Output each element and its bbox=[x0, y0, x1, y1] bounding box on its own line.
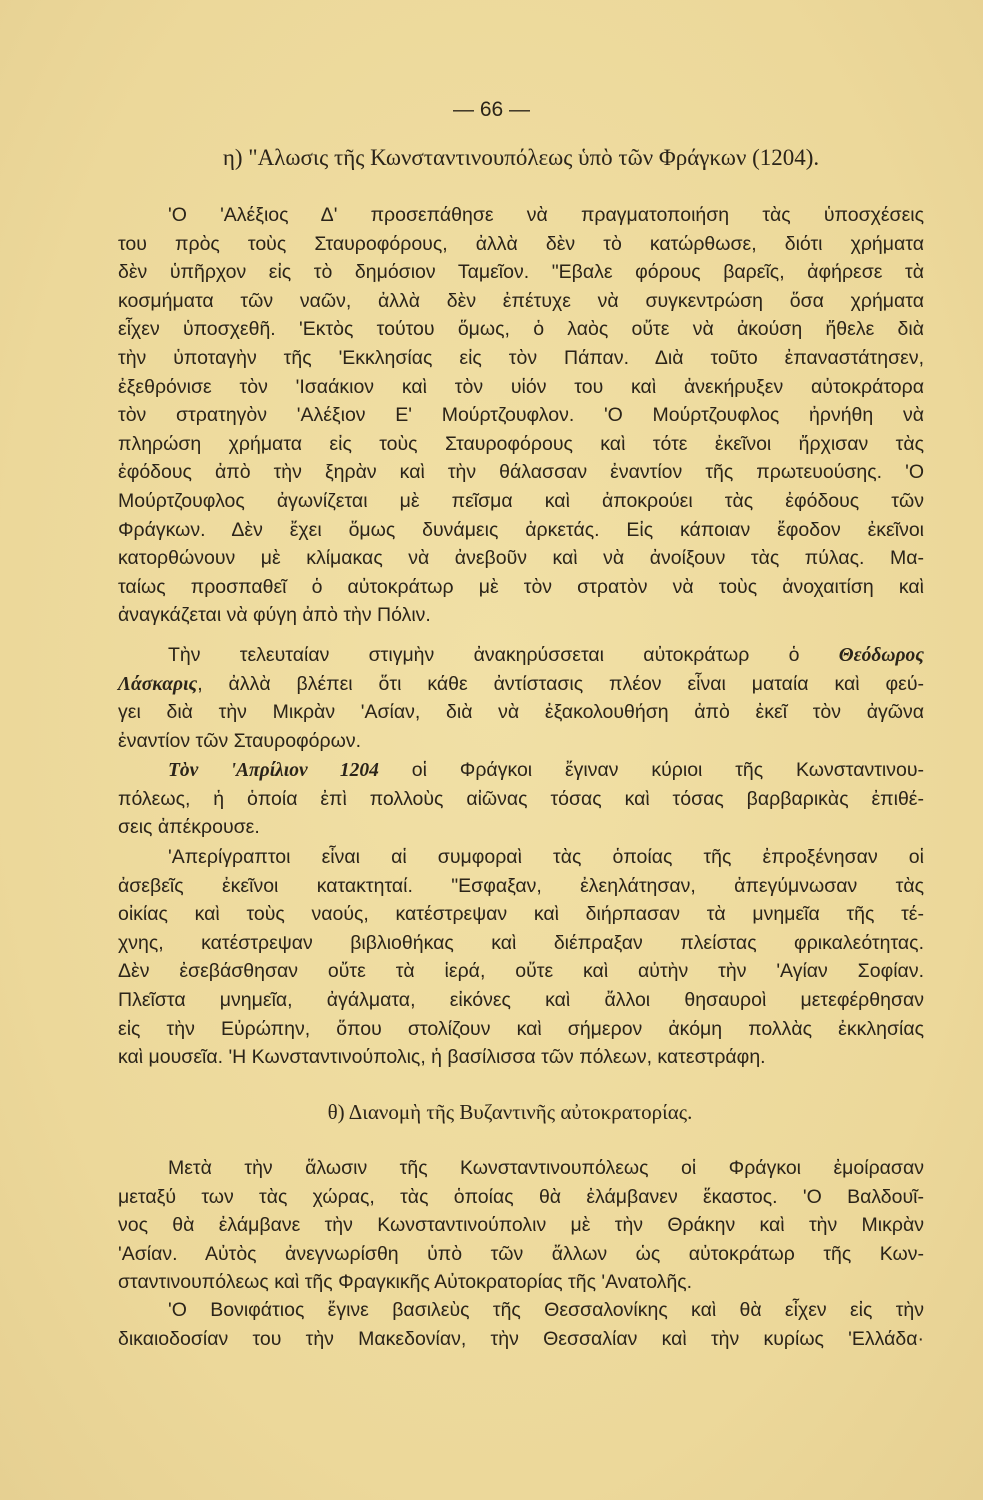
text-line: Μετὰ τὴν ἅλωσιν τῆς Κωνσταντινουπόλεως οἱ Φράγκοι ἐμοίρασαν bbox=[168, 1157, 924, 1179]
text-line bbox=[118, 670, 924, 699]
text-line: εἰς τὴν Εὐρώπην, ὅπου στολίζουν καὶ σήμερον ἀκόμη πολλὰς ἐκκλησίας bbox=[118, 1017, 924, 1040]
text-line: τὴν ὑποταγὴν τῆς 'Εκκλησίας εἰς τὸν Πάπαν. Διὰ τοῦτο ἐπαναστάτησεν, bbox=[118, 346, 924, 369]
emphasized-text: Θεόδωρος bbox=[838, 645, 924, 666]
text-line: κοσμήματα τῶν ναῶν, ἀλλὰ δὲν ἐπέτυχε νὰ συγκεντρώση ὅσα χρήματα bbox=[118, 289, 924, 312]
text-span: Τὴν τελευταίαν στιγμὴν ἀνακηρύσσεται αὐτοκράτωρ ὁ bbox=[168, 644, 839, 666]
text-line: μεταξύ των τὰς χώρας, τὰς ὁποίας θὰ ἐλάμβανεν ἕκαστος. 'Ο Βαλδουῖ- bbox=[118, 1185, 924, 1208]
paragraph bbox=[118, 756, 924, 842]
text-line: δικαιοδοσίαν του τὴν Μακεδονίαν, τὴν Θεσσαλίαν καὶ τὴν κυρίως 'Ελλάδα· bbox=[118, 1327, 924, 1350]
text-line: τὸν στρατηγὸν 'Αλέξιον Ε' Μούρτζουφλον. 'Ο Μούρτζουφλος ἠρνήθη νὰ bbox=[118, 404, 924, 427]
text-line: καὶ μουσεῖα. 'Η Κωνσταντινούπολις, ἡ βασίλισσα τῶν πόλεων, κατεστράφη. bbox=[118, 1046, 766, 1069]
text-line bbox=[118, 641, 924, 670]
text-line: ἐφόδους ἀπὸ τὴν ξηρὰν καὶ τὴν θάλασσαν ἐναντίον τῆς πρωτευούσης. 'Ο bbox=[118, 461, 924, 484]
text-line: Δὲν ἐσεβάσθησαν οὔτε τὰ ἱερά, οὔτε καὶ αὐτὴν τὴν 'Αγίαν Σοφίαν. bbox=[118, 960, 924, 983]
text-line: οἰκίας καὶ τοὺς ναούς, κατέστρεψαν καὶ διήρπασαν τὰ μνημεῖα τῆς τέ- bbox=[118, 903, 924, 926]
text-span: , ἀλλὰ βλέπει ὅτι κάθε ἀντίστασις πλέον εἶναι ματαία καὶ φεύ- bbox=[197, 672, 924, 695]
text-line: πληρώση χρήματα εἰς τοὺς Σταυροφόρους καὶ τότε ἐκεῖνοι ἤρχισαν τὰς bbox=[118, 432, 924, 455]
text-line: πόλεως, ἡ ὁποία ἐπὶ πολλοὺς αἰῶνας τόσας καὶ τόσας βαρβαρικὰς ἐπιθέ- bbox=[118, 787, 924, 810]
emphasized-text: Τὸν 'Απρίλιον 1204 bbox=[168, 760, 379, 781]
section-title: η) "Αλωσις τῆς Κωνσταντινουπόλεως ὑπὸ τῶν Φράγκων (1204). bbox=[222, 145, 820, 170]
paragraph bbox=[118, 641, 924, 755]
page-number: — 66 — bbox=[452, 98, 531, 121]
text-line: Μούρτζουφλος ἀγωνίζεται μὲ πεῖσμα καὶ ἀποκρούει τὰς ἐφόδους τῶν bbox=[118, 489, 924, 512]
text-line: χνης, κατέστρεψαν βιβλιοθήκας καὶ διέπραξαν πλείστας φρικαλεότητας. bbox=[118, 931, 924, 954]
paragraph bbox=[118, 843, 924, 1072]
paragraph bbox=[118, 1154, 924, 1297]
text-line: του πρὸς τοὺς Σταυροφόρους, ἀλλὰ δὲν τὸ κατώρθωσε, διότι χρήματα bbox=[118, 232, 924, 255]
text-line: ἐξεθρόνισε τὸν 'Ισαάκιον καὶ τὸν υἱόν του καὶ ἀνεκήρυξεν αὐτοκράτορα bbox=[118, 375, 924, 398]
text-line: ἀσεβεῖς ἐκεῖνοι κατακτηταί. "Εσφαξαν, ἐλεηλάτησαν, ἀπεγύμνωσαν τὰς bbox=[118, 874, 924, 897]
text-line: 'Απερίγραπτοι εἶναι αἱ συμφοραὶ τὰς ὁποίας τῆς ἐπροξένησαν οἱ bbox=[168, 846, 924, 868]
text-line: σεις ἀπέκρουσε. bbox=[118, 816, 260, 839]
text-line: ταίως προσπαθεῖ ὁ αὐτοκράτωρ μὲ τὸν στρατὸν νὰ τοὺς ἀνοχαιτίση καὶ bbox=[118, 575, 924, 598]
subsection-title: θ) Διανομὴ τῆς Βυζαντινῆς αὐτοκρατορίας. bbox=[327, 1100, 693, 1124]
text-line: δὲν ὑπῆρχον εἰς τὸ δημόσιον Ταμεῖον. "Εβαλε φόρους βαρεῖς, ἀφήρεσε τὰ bbox=[118, 261, 924, 284]
text-line: εἶχεν ὑποσχεθῆ. 'Εκτὸς τούτου ὅμως, ὁ λαὸς οὔτε νὰ ἀκούση ἤθελε διὰ bbox=[118, 318, 924, 341]
text-line bbox=[118, 756, 924, 785]
paragraph bbox=[118, 201, 924, 630]
emphasized-text: Λάσκαρις bbox=[118, 673, 198, 695]
text-line: Φράγκων. Δὲν ἔχει ὅμως δυνάμεις ἀρκετάς. Εἰς κάποιαν ἔφοδον ἐκεῖνοι bbox=[118, 518, 924, 541]
text-line: ἀναγκάζεται νὰ φύγη ἀπὸ τὴν Πόλιν. bbox=[118, 604, 431, 627]
text-line: νος θὰ ἐλάμβανε τὴν Κωνσταντινούπολιν μὲ τὴν Θράκην καὶ τὴν Μικρὰν bbox=[118, 1214, 924, 1237]
text-line: κατορθώνουν μὲ κλίμακας νὰ ἀνεβοῦν καὶ νὰ ἀνοίξουν τὰς πύλας. Μα- bbox=[118, 547, 924, 570]
paragraph bbox=[118, 1296, 924, 1353]
text-line: 'Ο Βονιφάτιος ἔγινε βασιλεὺς τῆς Θεσσαλονίκης καὶ θὰ εἶχεν εἰς τὴν bbox=[168, 1299, 924, 1321]
text-line: 'Ασίαν. Αὐτὸς ἀνεγνωρίσθη ὑπὸ τῶν ἄλλων ὡς αὐτοκράτωρ τῆς Κων- bbox=[118, 1242, 924, 1265]
text-line: γει διὰ τὴν Μικρὰν 'Ασίαν, διὰ νὰ ἐξακολουθήση ἀπὸ ἐκεῖ τὸν ἀγῶνα bbox=[118, 701, 924, 724]
text-line: ἐναντίον τῶν Σταυροφόρων. bbox=[118, 729, 362, 752]
text-line: 'Ο 'Αλέξιος Δ' προσεπάθησε νὰ πραγματοποιήση τὰς ὑποσχέσεις bbox=[168, 204, 924, 226]
text-span: οἱ Φράγκοι ἔγιναν κύριοι τῆς Κωνσταντινου- bbox=[378, 759, 925, 781]
text-line: σταντινουπόλεως καὶ τῆς Φραγκικῆς Αὐτοκρατορίας τῆς 'Ανατολῆς. bbox=[118, 1271, 693, 1294]
text-line: Πλεῖστα μνημεῖα, ἀγάλματα, εἰκόνες καὶ ἄλλοι θησαυροὶ μετεφέρθησαν bbox=[118, 988, 924, 1011]
